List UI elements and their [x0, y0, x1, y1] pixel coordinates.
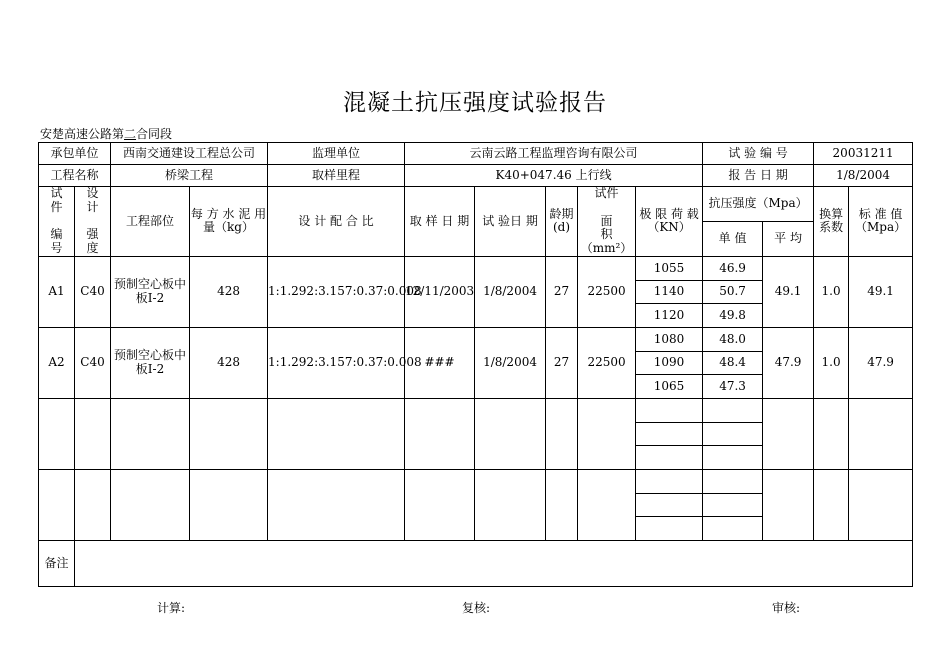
- row3-area: [578, 398, 636, 469]
- footer-audit: 审核:: [772, 601, 801, 615]
- row2-load-3: 1065: [636, 374, 703, 398]
- footer-review: 复核:: [462, 601, 491, 615]
- row4-load-3: [636, 516, 703, 540]
- row1-load-1: 1055: [636, 256, 703, 280]
- header-age: 龄期(d): [546, 187, 578, 257]
- row4-part: [111, 469, 190, 540]
- row3-mix: [268, 398, 405, 469]
- contractor-value: 西南交通建设工程总公司: [111, 143, 268, 165]
- row3-single-1: [703, 398, 763, 422]
- row4-average: [763, 469, 814, 540]
- row1-single-1: 46.9: [703, 256, 763, 280]
- header-cement: 每 方 水 泥 用 量（kg）: [190, 187, 268, 257]
- header-mix: 设 计 配 合 比: [268, 187, 405, 257]
- row3-cement: [190, 398, 268, 469]
- row4-cement: [190, 469, 268, 540]
- row4-single-3: [703, 516, 763, 540]
- header-sample-date: 取 样 日 期: [405, 187, 475, 257]
- row3-single-3: [703, 445, 763, 469]
- row4-no: [39, 469, 75, 540]
- header-single: 单 值: [703, 221, 763, 256]
- report-table: [38, 142, 913, 587]
- row3-load-3: [636, 445, 703, 469]
- header-specimen-no: 试 件 编 号: [39, 187, 75, 257]
- header-factor: 换算系数: [814, 187, 849, 257]
- test-no-label: 试 验 编 号: [703, 143, 814, 165]
- row4-single-1: [703, 469, 763, 493]
- row4-single-2: [703, 493, 763, 516]
- row1-sample-date: 12/11/2003: [405, 256, 475, 327]
- header-load: 极 限 荷 载（KN）: [636, 187, 703, 257]
- row3-standard: [849, 398, 913, 469]
- row3-sample-date: [405, 398, 475, 469]
- row1-load-3: 1120: [636, 303, 703, 327]
- row3-age: [546, 398, 578, 469]
- row1-grade: C40: [75, 256, 111, 327]
- remarks-label: 备注: [39, 540, 75, 586]
- row4-age: [546, 469, 578, 540]
- row3-test-date: [475, 398, 546, 469]
- contractor-label: 承包单位: [39, 143, 111, 165]
- row2-part: 预制空心板中板Ⅰ-2: [111, 327, 190, 398]
- report-date-value: 1/8/2004: [814, 165, 913, 187]
- supervisor-value: 云南云路工程监理咨询有限公司: [405, 143, 703, 165]
- row1-no: A1: [39, 256, 75, 327]
- report-title: 混凝土抗压强度试验报告: [343, 90, 607, 116]
- row2-sample-date: ###: [405, 327, 475, 398]
- row1-area: 22500: [578, 256, 636, 327]
- contract-section: [40, 125, 172, 142]
- row2-test-date: 1/8/2004: [475, 327, 546, 398]
- header-standard: 标 准 值（Mpa）: [849, 187, 913, 257]
- row1-standard: 49.1: [849, 256, 913, 327]
- header-part: 工程部位: [111, 187, 190, 257]
- row4-load-1: [636, 469, 703, 493]
- header-strength: 抗压强度（Mpa）: [703, 187, 814, 222]
- row4-standard: [849, 469, 913, 540]
- row4-factor: [814, 469, 849, 540]
- row2-factor: 1.0: [814, 327, 849, 398]
- row3-no: [39, 398, 75, 469]
- row4-mix: [268, 469, 405, 540]
- header-test-date: 试 验日 期: [475, 187, 546, 257]
- row2-standard: 47.9: [849, 327, 913, 398]
- row2-load-1: 1080: [636, 327, 703, 351]
- remarks-content: [75, 540, 913, 586]
- row2-single-3: 47.3: [703, 374, 763, 398]
- supervisor-label: 监理单位: [268, 143, 405, 165]
- row4-area: [578, 469, 636, 540]
- header-design-grade: 设 计 强 度: [75, 187, 111, 257]
- project-value: 桥梁工程: [111, 165, 268, 187]
- report-date-label: 报 告 日 期: [703, 165, 814, 187]
- row4-sample-date: [405, 469, 475, 540]
- row4-grade: [75, 469, 111, 540]
- row3-part: [111, 398, 190, 469]
- header-average: 平 均: [763, 221, 814, 256]
- header-area: 试件 面 积 （mm²）: [578, 187, 636, 257]
- row3-single-2: [703, 422, 763, 445]
- row2-cement: 428: [190, 327, 268, 398]
- row1-mix: 1:1.292:3.157:0.37:0.008: [268, 256, 405, 327]
- row2-load-2: 1090: [636, 351, 703, 374]
- row3-factor: [814, 398, 849, 469]
- row1-factor: 1.0: [814, 256, 849, 327]
- contract-number: 二: [124, 127, 137, 141]
- footer-calc: 计算:: [157, 601, 186, 615]
- row3-grade: [75, 398, 111, 469]
- row1-load-2: 1140: [636, 280, 703, 303]
- row1-average: 49.1: [763, 256, 814, 327]
- row2-no: A2: [39, 327, 75, 398]
- row2-area: 22500: [578, 327, 636, 398]
- row2-grade: C40: [75, 327, 111, 398]
- row4-test-date: [475, 469, 546, 540]
- row1-cement: 428: [190, 256, 268, 327]
- row1-single-2: 50.7: [703, 280, 763, 303]
- row2-single-2: 48.4: [703, 351, 763, 374]
- row2-average: 47.9: [763, 327, 814, 398]
- row2-mix: 1:1.292:3.157:0.37:0.008: [268, 327, 405, 398]
- row1-age: 27: [546, 256, 578, 327]
- contract-suffix: 合同段: [136, 127, 173, 141]
- row3-load-1: [636, 398, 703, 422]
- row2-age: 27: [546, 327, 578, 398]
- row3-load-2: [636, 422, 703, 445]
- row1-single-3: 49.8: [703, 303, 763, 327]
- project-label: 工程名称: [39, 165, 111, 187]
- contract-prefix: 安楚高速公路第: [40, 127, 125, 141]
- test-no-value: 20031211: [814, 143, 913, 165]
- sampling-label: 取样里程: [268, 165, 405, 187]
- sampling-value: K40+047.46 上行线: [405, 165, 703, 187]
- row3-average: [763, 398, 814, 469]
- row1-part: 预制空心板中板Ⅰ-2: [111, 256, 190, 327]
- row4-load-2: [636, 493, 703, 516]
- row1-test-date: 1/8/2004: [475, 256, 546, 327]
- row2-single-1: 48.0: [703, 327, 763, 351]
